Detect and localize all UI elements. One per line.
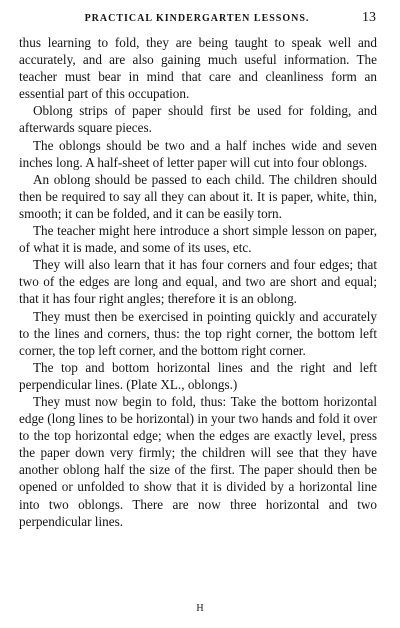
running-title: PRACTICAL KINDERGARTEN LESSONS. [84, 13, 310, 24]
signature-mark: H [196, 603, 204, 614]
paragraph: They will also learn that it has four corners and four edges; that two of the edges are long and equal, and two are short and equal; that it has four right angles; therefore it is an oblong. [19, 257, 377, 307]
paragraph: The top and bottom horizontal lines and the right and left perpendicular lines. (Plate XL., oblongs.) [19, 359, 377, 392]
paragraph: They must now begin to fold, thus: Take the bottom horizontal edge (long lines to be horizontal) in your two hands and fold it over to the top horizontal edge; when the edges are exactly level, press the paper down very firmly; the children will see that they have another oblong half the size of the first. The paper should then be opened or unfolded to show that it is divided by a horizontal line into two oblongs. There are now three horizontal and two perpendicular lines. [19, 393, 377, 529]
running-head [18, 10, 376, 30]
page-number: 13 [362, 10, 376, 25]
paragraph: An oblong should be passed to each child. The children should then be required to say all they can about it. It is paper, white, thin, smooth; it can be folded, and it can be easily torn. [19, 171, 377, 221]
paragraph: The teacher might here introduce a short simple lesson on paper, of what it is made, and some of its uses, etc. [19, 223, 377, 256]
paragraph: They must then be exercised in pointing quickly and accurately to the lines and corners, thus: the top right corner, the bottom left corner, the top left corner, and the bottom right corner. [19, 308, 377, 358]
body-text [19, 34, 377, 530]
paragraph: thus learning to fold, they are being taught to speak well and accurately, and are also gaining much useful information. The teacher must bear in mind that care and cleanliness form an essential part of this occupation. [19, 35, 377, 102]
paragraph: Oblong strips of paper should first be used for folding, and afterwards square pieces. [19, 103, 377, 136]
paragraph: The oblongs should be two and a half inches wide and seven inches long. A half-sheet of letter paper will cut into four oblongs. [19, 137, 377, 170]
